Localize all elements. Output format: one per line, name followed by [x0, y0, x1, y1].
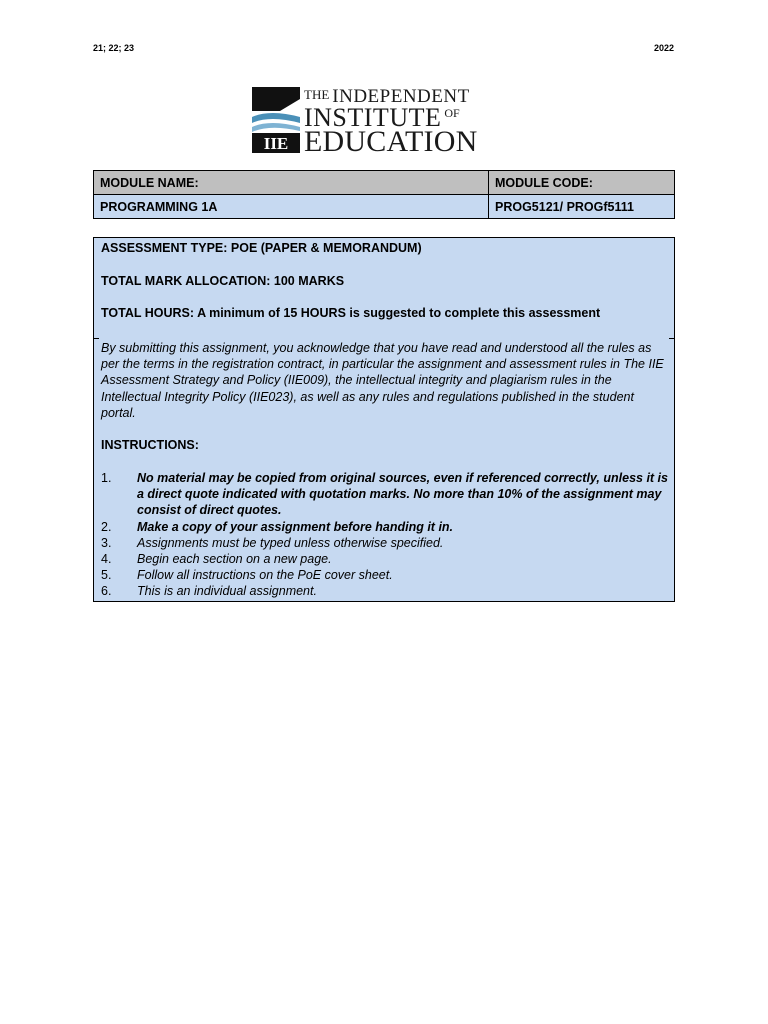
list-item-number: 1.: [101, 471, 112, 485]
list-item-text: Assignments must be typed unless otherwise specified.: [137, 535, 444, 550]
divider-tick-left: [94, 338, 99, 339]
header-module-years: 21; 22; 23: [93, 43, 135, 53]
assessment-box: [93, 237, 675, 602]
list-item: [101, 551, 671, 567]
assessment-type: ASSESSMENT TYPE: POE (PAPER & MEMORANDUM): [101, 241, 422, 255]
logo-line-independent: INDEPENDENT: [332, 86, 470, 107]
instructions-title: INSTRUCTIONS:: [101, 438, 199, 452]
logo-mark-text: IIE: [263, 134, 289, 153]
divider-tick-right: [669, 338, 674, 339]
logo-line-institute: INSTITUTE: [304, 103, 442, 132]
list-item-number: 4.: [101, 552, 112, 567]
list-item-text: Make a copy of your assignment before handing it in.: [137, 519, 454, 534]
list-item-number: 6.: [101, 584, 112, 599]
list-item: [101, 519, 671, 535]
list-item-text: This is an individual assignment.: [137, 584, 317, 599]
module-name-value: PROGRAMMING 1A: [94, 195, 489, 219]
module-table: [93, 170, 675, 219]
list-item: [101, 535, 671, 551]
logo-of: OF: [444, 106, 460, 120]
header-year: 2022: [653, 43, 674, 53]
list-item-text: Follow all instructions on the PoE cover sheet.: [137, 568, 393, 583]
logo-the: THE: [304, 87, 330, 102]
logo-line-education: EDUCATION: [304, 125, 478, 158]
declaration-text: By submitting this assignment, you acknowledge that you have read and understood all the rules as per the terms in the registration contract, in particular the assignment and assessment rules in The IIE Assessment Strategy and Policy (IIE009), the intellectual integrity and plagiarism rules in the Intellectual Integrity Policy (IIE023), as well as any rules and regulations published in the student portal.: [101, 341, 664, 420]
module-code-label: MODULE CODE:: [489, 171, 675, 195]
module-code-value: PROG5121/ PROGf5111: [489, 195, 675, 219]
list-item-number: 2.: [101, 519, 112, 534]
total-hours: TOTAL HOURS: A minimum of 15 HOURS is suggested to complete this assessment: [101, 306, 601, 320]
list-item-text: Begin each section on a new page.: [137, 552, 332, 567]
total-marks: TOTAL MARK ALLOCATION: 100 MARKS: [101, 274, 345, 288]
iie-logo-mark-icon: [252, 87, 300, 153]
list-item: [101, 470, 671, 519]
list-item-text: No material may be copied from original sources, even if referenced correctly, unless it is a direct quote indicated with quotation marks. No more than 10% of the assignment may consist of direct quotes.: [137, 471, 668, 518]
module-name-label: MODULE NAME:: [94, 171, 489, 195]
list-item: [101, 583, 671, 599]
instructions-list: [101, 470, 671, 600]
list-item: [101, 567, 671, 583]
iie-logo: [252, 84, 518, 156]
list-item-number: 3.: [101, 535, 112, 550]
list-item-number: 5.: [101, 568, 112, 583]
